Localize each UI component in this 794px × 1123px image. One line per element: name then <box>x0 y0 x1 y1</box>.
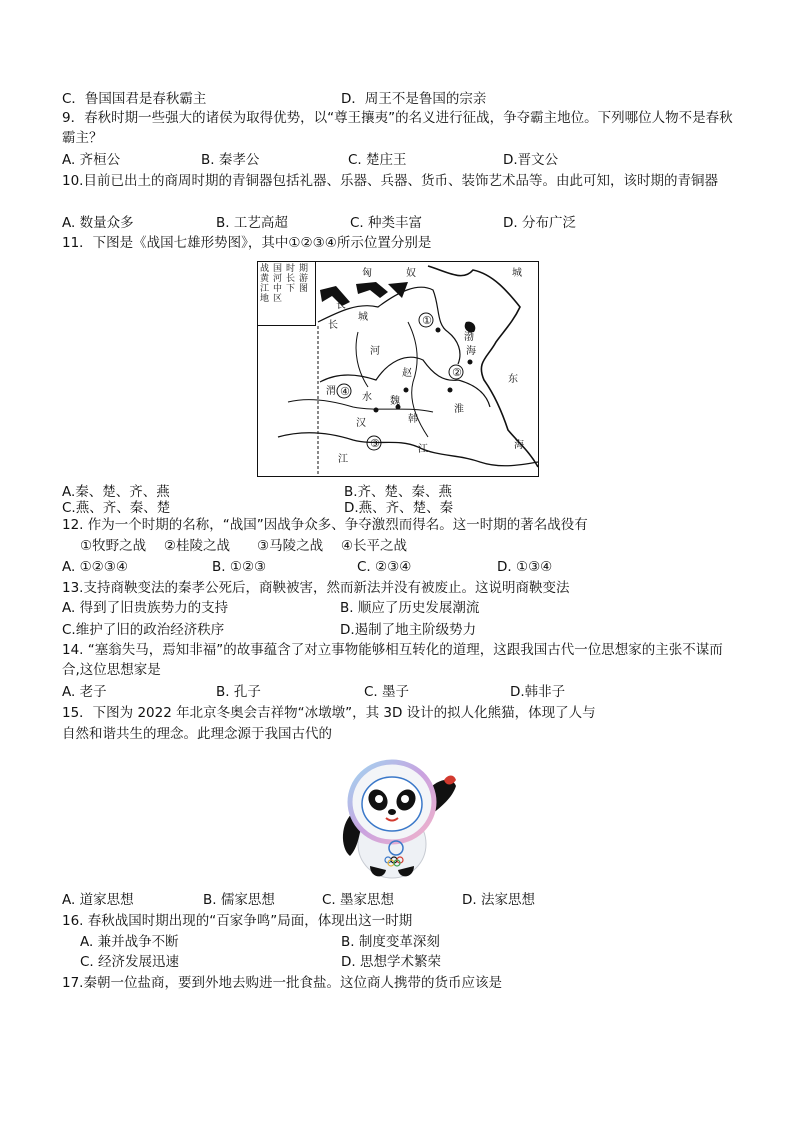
q12-items: ①牧野之战 ②桂陵之战 ③马陵之战 ④长平之战 <box>80 538 407 554</box>
question-11: 11．下图是《战国七雄形势图》，其中①②③④所示位置分别是 <box>62 235 432 251</box>
q9-option-a: A. 齐桓公 <box>62 152 121 168</box>
map-label: 城 <box>358 312 368 323</box>
q9-option-c: C. 楚庄王 <box>348 152 407 168</box>
map-label: 汉 <box>356 418 366 429</box>
bing-dwen-dwen-mascot <box>330 752 462 882</box>
q13-option-c: C.维护了旧的政治经济秩序 <box>62 622 225 638</box>
great-wall-mark <box>356 282 388 298</box>
map-label: 渭 <box>326 386 336 397</box>
q10-option-a: A. 数量众多 <box>62 215 134 231</box>
q10-option-d: D. 分布广泛 <box>503 215 576 231</box>
q16-option-b: B. 制度变革深刻 <box>341 934 440 950</box>
q12-option-a: A. ①②③④ <box>62 559 128 575</box>
map-label: 江 <box>338 454 348 465</box>
q11-option-b: B.齐、楚、秦、燕 <box>344 484 453 500</box>
map-label: 魏 <box>390 396 400 407</box>
map-label: 江 <box>418 444 428 455</box>
question-10: 10.目前已出土的商周时期的青铜器包括礼器、乐器、兵器、货币、装饰艺术品等。由此可知，该时期的青铜器 <box>62 173 718 189</box>
q12-option-c: C. ②③④ <box>357 559 412 575</box>
mascot-nose <box>388 809 396 815</box>
map-label: 奴 <box>406 268 416 279</box>
question-15-line1: 15．下图为 2022 年北京冬奥会吉祥物“冰墩墩”，其 3D 设计的拟人化熊猫，体现了人与 <box>62 705 596 721</box>
peninsula <box>465 322 476 333</box>
map-label: 东 <box>508 374 518 385</box>
q15-option-d: D. 法家思想 <box>462 892 535 908</box>
legend-char: 战 <box>260 264 270 274</box>
question-16: 16. 春秋战国时期出现的“百家争鸣”局面，体现出这一时期 <box>62 913 413 929</box>
city-dot <box>404 388 409 393</box>
q14-option-a: A. 老子 <box>62 684 107 700</box>
q13-option-a: A. 得到了旧贵族势力的支持 <box>62 600 229 616</box>
q11-option-c: C.燕、齐、秦、楚 <box>62 500 171 516</box>
legend-char: 地 <box>260 294 270 304</box>
map-label: 韩 <box>408 414 418 425</box>
legend-char: 时 <box>286 264 296 274</box>
q15-option-b: B. 儒家思想 <box>203 892 275 908</box>
marker-1: ① <box>422 314 432 327</box>
legend-char: 长 <box>286 274 296 284</box>
map-label: 河 <box>370 346 380 357</box>
q9-option-b: B. 秦孝公 <box>201 152 260 168</box>
map-label: 渤 <box>464 332 474 343</box>
river-branch <box>356 332 368 387</box>
legend-char: 黄 <box>260 274 270 284</box>
legend-char: 图 <box>299 284 309 294</box>
q13-option-d: D.遏制了地主阶级势力 <box>340 622 477 638</box>
legend-char: 区 <box>273 294 283 304</box>
legend-char: 国 <box>273 264 283 274</box>
q15-option-c: C. 墨家思想 <box>322 892 395 908</box>
map-label: 海 <box>514 440 524 451</box>
q13-option-b: B. 顺应了历史发展潮流 <box>340 600 480 616</box>
map-label: 水 <box>362 392 372 403</box>
warring-states-map <box>257 261 539 477</box>
map-label: 城 <box>512 268 522 279</box>
marker-2: ② <box>452 366 462 379</box>
map-label: 匈 <box>362 268 372 279</box>
city-dot <box>436 328 441 333</box>
q15-option-a: A. 道家思想 <box>62 892 134 908</box>
question-9: 9．春秋时期一些强大的诸侯为取得优势，以“尊王攘夷”的名义进行征战，争夺霸主地位。下列哪位人物不是春秋霸主？ <box>62 110 733 146</box>
q10-option-b: B. 工艺高超 <box>216 215 288 231</box>
map-label: 赵 <box>402 368 412 379</box>
legend-char: 中 <box>273 284 283 294</box>
mascot-right-eye <box>401 795 409 803</box>
question-12: 12. 作为一个时期的名称，“战国”因战争众多、争夺激烈而得名。这一时期的著名战役有 <box>62 517 588 533</box>
q14-option-d: D.韩非子 <box>510 684 566 700</box>
q12-option-d: D. ①③④ <box>497 559 553 575</box>
coastline <box>428 266 538 467</box>
yellow-river <box>320 357 490 407</box>
marker-3: ③ <box>370 437 380 450</box>
map-label: 海 <box>466 346 476 357</box>
city-dot <box>448 388 453 393</box>
wei-river <box>288 400 433 412</box>
q11-option-a: A.秦、楚、齐、燕 <box>62 484 170 500</box>
q9-option-d: D.晋文公 <box>503 152 559 168</box>
legend-char: 江 <box>260 284 270 294</box>
city-dot <box>374 408 379 413</box>
q8-option-d: D．周王不是鲁国的宗亲 <box>341 91 487 107</box>
legend-char: 期 <box>299 264 309 274</box>
great-wall-mark <box>388 282 408 298</box>
map-label: 淮 <box>454 404 464 415</box>
yangtze-river <box>278 433 538 466</box>
q11-option-d: D.燕、齐、楚、秦 <box>344 500 454 516</box>
question-14: 14. “塞翁失马，焉知非福”的故事蕴含了对立事物能够相互转化的道理，这跟我国古代一位思想家的主张不谋而合,这位思想家是 <box>62 642 723 678</box>
legend-char: 河 <box>273 274 283 284</box>
q8-option-c: C．鲁国国君是春秋霸主 <box>62 91 207 107</box>
question-13: 13.支持商鞅变法的秦孝公死后，商鞅被害，然而新法并没有被废止。这说明商鞅变法 <box>62 580 570 596</box>
marker-4: ④ <box>340 385 350 398</box>
question-15-line2: 自然和谐共生的理念。此理念源于我国古代的 <box>62 726 332 742</box>
map-label: 长 <box>328 320 338 331</box>
q16-option-c: C. 经济发展迅速 <box>80 954 180 970</box>
mascot-left-eye <box>375 795 383 803</box>
legend-char: 游 <box>299 274 309 284</box>
q10-option-c: C. 种类丰富 <box>350 215 423 231</box>
q14-option-c: C. 墨子 <box>364 684 410 700</box>
map-label: 长 <box>336 300 346 311</box>
q12-option-b: B. ①②③ <box>212 559 267 575</box>
q16-option-d: D. 思想学术繁荣 <box>341 954 441 970</box>
legend-char: 下 <box>286 284 296 294</box>
q14-option-b: B. 孔子 <box>216 684 261 700</box>
question-17: 17.秦朝一位盐商，要到外地去购进一批食盐。这位商人携带的货币应该是 <box>62 975 502 991</box>
city-dot <box>468 360 473 365</box>
q16-option-a: A. 兼并战争不断 <box>80 934 179 950</box>
map-drawing <box>258 262 539 477</box>
